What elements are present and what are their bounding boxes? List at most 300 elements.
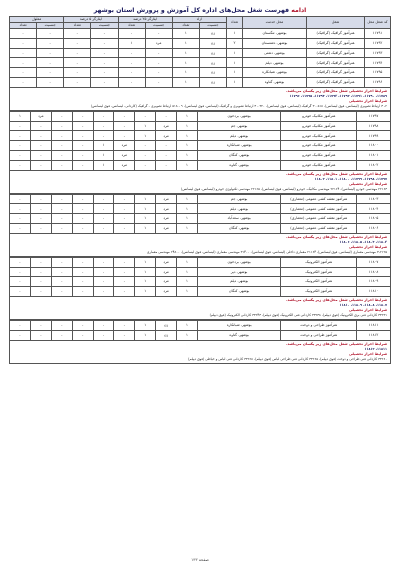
header-count: تعداد: [227, 17, 243, 29]
table-row: [10, 141, 391, 151]
conditions-box: [9, 88, 391, 111]
cell-quota: مرد: [156, 121, 177, 131]
conditions-title: شرایط احراز تحصیلی: [348, 351, 387, 356]
cell-quota: -: [37, 29, 64, 39]
cell-job: هنرآموز مکانیک خودرو: [281, 131, 357, 141]
cell-quota: زن: [156, 320, 177, 330]
cell-quota: -: [30, 320, 51, 330]
cell-count: ۱: [177, 204, 198, 214]
cell-quota: -: [135, 160, 156, 170]
conditions-text: ۳-۲۱۲۵ مهندسی معماری (لیسانس، فوق لیسانس)، ۲۱۱۶۴ معماری داخلی (لیسانس، فوق لیسانس)، ۳۱۴۰۰ مهندسی معماری (لیسانس، فوق لیسانس)، ۲۴۸۰۰ مهندسی معماری: [146, 249, 387, 254]
cell-quota: ۱: [135, 330, 156, 340]
cell-quota: -: [64, 68, 91, 78]
cell-quota: -: [51, 287, 72, 297]
cell-job: هنرآموز گرافیک (گرافیک): [307, 38, 365, 48]
cell-quota: ۱: [135, 131, 156, 141]
cell-quota: ۱: [135, 121, 156, 131]
cell-quota: -: [72, 150, 93, 160]
cell-quota: مرد: [156, 204, 177, 214]
cell-quota: ۱: [135, 223, 156, 233]
cell-quota: مرد: [156, 131, 177, 141]
cell-quota: ۱: [172, 58, 199, 68]
table-row: [10, 38, 391, 48]
conditions-codes: ۱۱۸۰۳، ۱۱۸۰۴، ۱۱۸۰۵، ۱۱۸۰۶: [339, 239, 387, 244]
cell-job: هنرآموز نقشه کشی عمومی (معماری): [281, 214, 357, 224]
cell-quota: -: [72, 141, 93, 151]
cell-count: ۱: [177, 111, 198, 121]
cell-quota: -: [72, 267, 93, 277]
cell-quota: -: [51, 223, 72, 233]
cell-quota: مرد: [156, 257, 177, 267]
cell-quota: زن: [199, 48, 226, 58]
cell-quota: زن: [199, 58, 226, 68]
header-qty: تعداد: [172, 23, 199, 29]
cell-quota: -: [64, 77, 91, 87]
cell-count: ۱: [177, 320, 198, 330]
cell-quota: -: [10, 68, 37, 78]
cell-quota: -: [51, 277, 72, 287]
cell-quota: ۱: [135, 214, 156, 224]
cell-quota: -: [93, 111, 114, 121]
cell-job: هنرآموز گرافیک (گرافیک): [307, 68, 365, 78]
cell-place: بوشهر- دیلم: [197, 277, 281, 287]
cell-code: ۱۱۸۱۰: [357, 287, 391, 297]
conditions-heading: شرایط احراز تحصیلی شغل محل‌های زیر یکسان می‌باشد.: [286, 88, 387, 93]
cell-quota: -: [30, 160, 51, 170]
conditions-text: ۲- ۳ ارتباط تصویری (لیسانس، فوق لیسانس)، ۵۱۸ - ۳ گرافیک (لیسانس، فوق لیسانس)، ۳۲۰ - ۳ ارتباط تصویری و گرافیک (لیسانس، فوق لیسانس)، ۹ - ۵۱۸ ارتباط تصویری - گرافیک (کاردانی، لیسانس، فوق لیسانس): [90, 103, 387, 108]
conditions-codes: ۱۱۷۹۷، ۱۱۷۹۸، ۱۱۷۹۹، ۱۱۸۰۰، ۱۱۸۰۱، ۱۱۸۰۲: [314, 176, 387, 181]
cell-place: بوشهر- دیلم: [197, 131, 281, 141]
title-text: فهرست شغل محل‌های اداره کل آموزش و پرورش استان بوشهر: [93, 7, 292, 14]
cell-job: هنرآموز نقشه کشی عمومی (معماری): [281, 194, 357, 204]
cell-count: ۱: [227, 77, 243, 87]
cell-quota: مرد: [114, 160, 135, 170]
table-row: [10, 277, 391, 287]
cell-code: ۱۱۷۹۹: [357, 131, 391, 141]
cell-quota: -: [93, 267, 114, 277]
cell-count: ۱: [227, 58, 243, 68]
cell-quota: -: [93, 223, 114, 233]
cell-quota: -: [10, 150, 31, 160]
cell-count: ۱: [177, 214, 198, 224]
cell-quota: ۱: [135, 267, 156, 277]
cell-quota: -: [51, 257, 72, 267]
cell-quota: -: [51, 141, 72, 151]
cell-quota: -: [114, 204, 135, 214]
cell-quota: -: [30, 214, 51, 224]
cell-quota: -: [72, 257, 93, 267]
cell-code: ۱۱۸۰۷: [357, 257, 391, 267]
cell-place: بوشهر- شبانکاره: [197, 141, 281, 151]
cell-count: ۱: [227, 68, 243, 78]
cell-quota: -: [10, 48, 37, 58]
cell-quota: -: [72, 320, 93, 330]
cell-quota: -: [114, 111, 135, 121]
cell-quota: -: [30, 194, 51, 204]
cell-job: هنرآموز مکانیک خودرو: [281, 141, 357, 151]
cell-quota: ۱: [172, 38, 199, 48]
cell-quota: -: [72, 277, 93, 287]
cell-quota: -: [72, 204, 93, 214]
header-gender: جنسیت: [199, 23, 226, 29]
cell-quota: مرد: [114, 150, 135, 160]
cell-code: ۱۱۸۰۵: [357, 214, 391, 224]
cell-quota: -: [114, 214, 135, 224]
cell-quota: -: [30, 141, 51, 151]
cell-count: ۱: [177, 131, 198, 141]
cell-quota: -: [51, 204, 72, 214]
cell-quota: -: [30, 287, 51, 297]
jobs-table: [9, 16, 391, 88]
cell-quota: -: [91, 48, 118, 58]
cell-quota: مرد: [145, 38, 172, 48]
cell-code: ۱۱۷۹۳: [365, 48, 391, 58]
table-row: [10, 267, 391, 277]
cell-quota: -: [10, 77, 37, 87]
cell-quota: -: [72, 214, 93, 224]
conditions-heading: شرایط احراز تحصیلی شغل محل‌های زیر یکسان می‌باشد.: [286, 297, 387, 302]
table-row: [10, 214, 391, 224]
cell-count: ۱: [177, 141, 198, 151]
cell-quota: مرد: [156, 223, 177, 233]
header-quota25: ایثارگر ۲۵ درصد: [118, 17, 172, 23]
cell-job: هنرآموز گرافیک (گرافیک): [307, 77, 365, 87]
cell-code: ۱۱۸۰۱: [357, 150, 391, 160]
cell-quota: ۱: [10, 111, 31, 121]
cell-quota: -: [37, 48, 64, 58]
cell-job: هنرآموز مکانیک خودرو: [281, 111, 357, 121]
cell-job: هنرآموز گرافیک (گرافیک): [307, 48, 365, 58]
cell-quota: -: [51, 320, 72, 330]
cell-job: هنرآموز الکترونیک: [281, 267, 357, 277]
cell-quota: -: [114, 267, 135, 277]
cell-quota: -: [51, 121, 72, 131]
cell-quota: -: [72, 160, 93, 170]
cell-quota: -: [135, 111, 156, 121]
cell-place: بوشهر- کنگان: [197, 150, 281, 160]
table-row: [10, 160, 391, 170]
cell-quota: زن: [199, 68, 226, 78]
table-row: [10, 68, 391, 78]
table-row: [10, 223, 391, 233]
table-row: [10, 150, 391, 160]
header-free: آزاد: [172, 17, 226, 23]
cell-quota: ۱: [135, 204, 156, 214]
cell-quota: -: [145, 48, 172, 58]
cell-code: ۱۱۸۰۰: [357, 141, 391, 151]
cell-quota: مرد: [156, 277, 177, 287]
cell-quota: -: [156, 141, 177, 151]
cell-place: بوشهر- سعدآباد: [197, 214, 281, 224]
conditions-heading: شرایط احراز تحصیلی شغل محل‌های زیر یکسان می‌باشد.: [286, 234, 387, 239]
cell-quota: ۱: [135, 287, 156, 297]
cell-quota: -: [51, 150, 72, 160]
cell-quota: -: [72, 330, 93, 340]
cell-count: ۱: [177, 121, 198, 131]
cell-place: بوشهر- شبانکاره: [197, 320, 281, 330]
header-place: محل خدمت: [243, 17, 307, 29]
cell-quota: -: [10, 223, 31, 233]
cell-job: هنرآموز گرافیک (گرافیک): [307, 58, 365, 68]
cell-code: ۱۱۸۰۶: [357, 223, 391, 233]
cell-count: ۲: [227, 38, 243, 48]
jobs-table: [9, 257, 391, 297]
cell-quota: -: [30, 204, 51, 214]
cell-quota: -: [118, 29, 145, 39]
cell-quota: ۱: [93, 141, 114, 151]
cell-count: ۱: [227, 48, 243, 58]
cell-count: ۱: [177, 150, 198, 160]
cell-count: ۱: [177, 277, 198, 287]
cell-quota: -: [156, 150, 177, 160]
cell-job: هنرآموز مکانیک خودرو: [281, 121, 357, 131]
conditions-box: [9, 234, 391, 257]
cell-place: بوشهر- دیلم: [243, 58, 307, 68]
cell-quota: -: [72, 287, 93, 297]
cell-count: ۱: [177, 160, 198, 170]
cell-quota: -: [72, 223, 93, 233]
cell-place: بوشهر- دشتستان: [243, 38, 307, 48]
table-row: [10, 204, 391, 214]
cell-quota: -: [156, 160, 177, 170]
cell-job: هنرآموز الکترونیک: [281, 287, 357, 297]
header-gender: جنسیت: [145, 23, 172, 29]
cell-job: هنرآموز الکترونیک: [281, 257, 357, 267]
cell-job: هنرآموز الکترونیک: [281, 277, 357, 287]
table-row: [10, 58, 391, 68]
cell-code: ۱۱۸۱۱: [357, 320, 391, 330]
table-row: [10, 330, 391, 340]
cell-quota: -: [93, 320, 114, 330]
cell-code: ۱۱۸۱۲: [357, 330, 391, 340]
table-row: [10, 320, 391, 330]
cell-quota: -: [30, 121, 51, 131]
cell-quota: زن: [199, 38, 226, 48]
cell-quota: -: [145, 29, 172, 39]
cell-place: بوشهر- دیلم: [197, 204, 281, 214]
cell-quota: -: [114, 121, 135, 131]
table-row: [10, 287, 391, 297]
cell-place: بوشهر- کنگان: [197, 223, 281, 233]
cell-quota: -: [135, 141, 156, 151]
cell-quota: -: [51, 194, 72, 204]
header-gender: جنسیت: [91, 23, 118, 29]
cell-place: بوشهر- بردخون: [197, 257, 281, 267]
table-row: [10, 194, 391, 204]
cell-place: بوشهر- گناوه: [243, 77, 307, 87]
cell-quota: -: [30, 150, 51, 160]
cell-quota: -: [114, 330, 135, 340]
cell-quota: ۱: [135, 277, 156, 287]
header-qty: تعداد: [10, 23, 37, 29]
cell-place: بوشهر- دشتی: [243, 48, 307, 58]
cell-quota: -: [10, 330, 31, 340]
conditions-text: ۳۳۲۶۰ کاردانی فنی طراحی و دوخت (فوق دیپلم)، ۳۳۲۶۵ کاردانی فنی طراحی لباس (فوق دیپلم)، ۳۳۲۶۸ کاردانی فنی لباس و خیاطی (فوق دیپلم): [188, 356, 387, 361]
cell-code: ۱۱۸۰۳: [357, 194, 391, 204]
title-prefix: ادامه: [291, 7, 307, 14]
conditions-title: شرایط احراز تحصیلی: [348, 181, 387, 186]
table-row: [10, 111, 391, 121]
cell-quota: -: [10, 38, 37, 48]
cell-quota: ۱: [93, 160, 114, 170]
cell-job: هنرآموز گرافیک (گرافیک): [307, 29, 365, 39]
cell-place: بوشهر- جم: [197, 194, 281, 204]
cell-count: ۱: [177, 267, 198, 277]
cell-place: بوشهر- شبانکاره: [243, 68, 307, 78]
header-qty: تعداد: [118, 23, 145, 29]
cell-quota: -: [114, 194, 135, 204]
cell-quota: -: [93, 121, 114, 131]
cell-quota: -: [114, 223, 135, 233]
cell-job: هنرآموز نقشه کشی عمومی (معماری): [281, 223, 357, 233]
cell-code: ۱۱۷۹۲: [365, 38, 391, 48]
cell-quota: -: [72, 131, 93, 141]
cell-quota: -: [64, 58, 91, 68]
cell-place: بوشهر- گناوه: [197, 160, 281, 170]
cell-count: ۱: [177, 330, 198, 340]
cell-quota: -: [64, 48, 91, 58]
cell-quota: ۱: [135, 257, 156, 267]
page-title: [9, 6, 391, 16]
table-row: [10, 48, 391, 58]
cell-quota: -: [10, 131, 31, 141]
cell-quota: -: [135, 150, 156, 160]
cell-job: هنرآموز مکانیک خودرو: [281, 160, 357, 170]
cell-quota: مرد: [156, 287, 177, 297]
cell-quota: -: [118, 58, 145, 68]
cell-count: ۱: [227, 29, 243, 39]
cell-quota: -: [93, 330, 114, 340]
cell-quota: -: [118, 77, 145, 87]
cell-quota: -: [114, 131, 135, 141]
cell-quota: -: [10, 204, 31, 214]
cell-quota: -: [30, 267, 51, 277]
conditions-box: [9, 297, 391, 320]
conditions-title: شرایط احراز تحصیلی: [348, 244, 387, 249]
cell-quota: -: [93, 214, 114, 224]
header-code: کد شغل محل: [365, 17, 391, 29]
cell-quota: -: [51, 131, 72, 141]
conditions-heading: شرایط احراز تحصیلی شغل محل‌های زیر یکسان می‌باشد.: [286, 171, 387, 176]
cell-code: ۱۱۸۰۸: [357, 267, 391, 277]
conditions-box: [9, 171, 391, 194]
cell-quota: -: [145, 58, 172, 68]
cell-place: بوشهر- دیر: [197, 267, 281, 277]
cell-quota: -: [37, 58, 64, 68]
cell-quota: -: [10, 194, 31, 204]
cell-quota: ۱: [172, 68, 199, 78]
header-gender: جنسیت: [37, 23, 64, 29]
cell-code: ۱۱۷۹۵: [365, 68, 391, 78]
conditions-box: [9, 341, 391, 364]
cell-quota: -: [10, 214, 31, 224]
cell-quota: مرد: [156, 194, 177, 204]
cell-quota: -: [10, 287, 31, 297]
table-row: [10, 29, 391, 39]
cell-quota: زن: [199, 77, 226, 87]
cell-quota: -: [91, 58, 118, 68]
cell-quota: مرد: [156, 267, 177, 277]
cell-quota: -: [145, 68, 172, 78]
cell-place: بوشهر- کنگان: [197, 287, 281, 297]
cell-place: بوشهر- بردخون: [197, 111, 281, 121]
cell-quota: مرد: [114, 141, 135, 151]
cell-quota: -: [30, 223, 51, 233]
cell-quota: -: [30, 131, 51, 141]
cell-quota: -: [91, 29, 118, 39]
jobs-table: [9, 320, 391, 341]
cell-code: ۱۱۷۹۴: [365, 58, 391, 68]
cell-count: ۱: [177, 287, 198, 297]
cell-code: ۱۱۸۰۴: [357, 204, 391, 214]
cell-quota: -: [10, 277, 31, 287]
cell-quota: -: [72, 111, 93, 121]
cell-code: ۱۱۷۹۷: [357, 111, 391, 121]
page-number: صفحه ۱۴۳: [191, 557, 209, 562]
header-job: شغل: [307, 17, 365, 29]
conditions-title: شرایط احراز تحصیلی: [348, 98, 387, 103]
cell-quota: ۱: [135, 194, 156, 204]
cell-quota: -: [64, 38, 91, 48]
cell-quota: ۱: [118, 38, 145, 48]
cell-job: هنرآموز نقشه کشی عمومی (معماری): [281, 204, 357, 214]
table-row: [10, 121, 391, 131]
cell-quota: -: [93, 257, 114, 267]
cell-quota: -: [10, 160, 31, 170]
cell-quota: زن: [199, 29, 226, 39]
conditions-codes: ۱۱۷۸۹، ۱۱۷۹۰، ۱۱۷۹۱، ۱۱۷۹۲، ۱۱۷۹۳، ۱۱۷۹۴، ۱۱۷۹۵، ۱۱۷۹۶: [289, 93, 387, 98]
cell-quota: -: [93, 277, 114, 287]
cell-quota: -: [30, 277, 51, 287]
cell-quota: -: [93, 287, 114, 297]
cell-quota: -: [10, 58, 37, 68]
cell-quota: -: [51, 160, 72, 170]
jobs-table: [9, 194, 391, 234]
cell-job: هنرآموز مکانیک خودرو: [281, 150, 357, 160]
cell-quota: -: [114, 320, 135, 330]
cell-count: ۱: [177, 194, 198, 204]
conditions-codes: ۱۱۸۰۷، ۱۱۸۰۸، ۱۱۸۰۹، ۱۱۸۱۰: [339, 302, 387, 307]
cell-quota: ۱: [172, 77, 199, 87]
cell-quota: -: [10, 29, 37, 39]
cell-quota: -: [93, 131, 114, 141]
cell-quota: -: [93, 194, 114, 204]
cell-quota: -: [51, 267, 72, 277]
cell-place: بوشهر- جم: [197, 121, 281, 131]
cell-quota: -: [51, 214, 72, 224]
cell-quota: ۱: [93, 150, 114, 160]
cell-place: بوشهر- گناوه: [197, 330, 281, 340]
cell-code: ۱۱۸۰۲: [357, 160, 391, 170]
cell-quota: -: [51, 330, 72, 340]
cell-quota: -: [10, 320, 31, 330]
cell-quota: ۱: [172, 48, 199, 58]
cell-quota: ۱: [172, 29, 199, 39]
cell-quota: -: [91, 38, 118, 48]
header-disabled: معلول: [10, 17, 64, 23]
cell-quota: -: [64, 29, 91, 39]
cell-code: ۱۱۷۹۸: [357, 121, 391, 131]
table-row: [10, 257, 391, 267]
cell-quota: -: [10, 121, 31, 131]
cell-quota: -: [145, 77, 172, 87]
cell-quota: -: [114, 287, 135, 297]
cell-count: ۱: [177, 257, 198, 267]
cell-quota: -: [114, 277, 135, 287]
tables-container: [9, 16, 391, 364]
cell-quota: مرد: [156, 214, 177, 224]
cell-code: ۱۱۸۰۹: [357, 277, 391, 287]
